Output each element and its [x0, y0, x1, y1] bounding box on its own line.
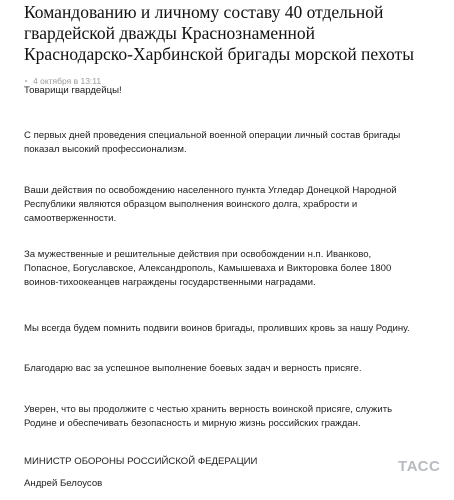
post-title: [24, 0, 442, 65]
paragraph-line: Родине и обеспечивать безопасность и мирную жизнь российских граждан.: [24, 418, 361, 430]
paragraph-line: Уверен, что вы продолжите с честью хранить верность воинской присяге, служить: [24, 404, 393, 415]
paragraph-line: За мужественные и решительные действия при освобождении н.п. Иванково,: [24, 249, 372, 260]
post-title-line: гвардейской дважды Краснознаменной: [24, 23, 316, 43]
paragraph: [24, 129, 434, 157]
paragraph: [24, 322, 434, 336]
paragraph-line: Попасное, Богуславское, Александрополь, Камышеваха и Викторовка более 1800: [24, 263, 392, 275]
paragraph-line: С первых дней проведения специальной военной операции личный состав бригады: [24, 130, 401, 141]
post-title-line: Краснодарско-Харбинской бригады морской пехоты: [24, 44, 414, 64]
signature-name: [24, 477, 434, 491]
paragraph-line: воинов-тихоокеанцев награждены государственными наградами.: [24, 277, 316, 289]
post-title-line: Командованию и личному составу 40 отдельной: [24, 2, 384, 22]
paragraph: [24, 362, 434, 376]
paragraph-line: Ваши действия по освобождению населенного пункта Угледар Донецкой Народной: [24, 185, 397, 196]
greeting-text: Товарищи гвардейцы!: [24, 85, 122, 96]
paragraph: [24, 403, 434, 431]
post-date: 4 октября в 13:11: [33, 76, 102, 86]
paragraph-line: показал высокий профессионализм.: [24, 144, 187, 156]
greeting: [24, 84, 434, 98]
signature-name-text: Андрей Белоусов: [24, 478, 103, 489]
paragraph-line: самоотверженности.: [24, 213, 117, 225]
tass-logo: [398, 458, 442, 474]
paragraph-line: Мы всегда будем помнить подвиги воинов бригады, проливших кровь за нашу Родину.: [24, 323, 410, 334]
paragraph: [24, 184, 434, 227]
tass-logo-text: ТАСС: [398, 458, 441, 474]
signature-title-text: МИНИСТР ОБОРОНЫ РОССИЙСКОЙ ФЕДЕРАЦИИ: [24, 456, 258, 467]
signature-title: [24, 455, 434, 469]
paragraph: [24, 248, 434, 291]
paragraph-line: Республики являются образцом выполнения воинского долга, храбрости и: [24, 199, 358, 211]
paragraph-line: Благодарю вас за успешное выполнение боевых задач и верность присяге.: [24, 363, 362, 374]
